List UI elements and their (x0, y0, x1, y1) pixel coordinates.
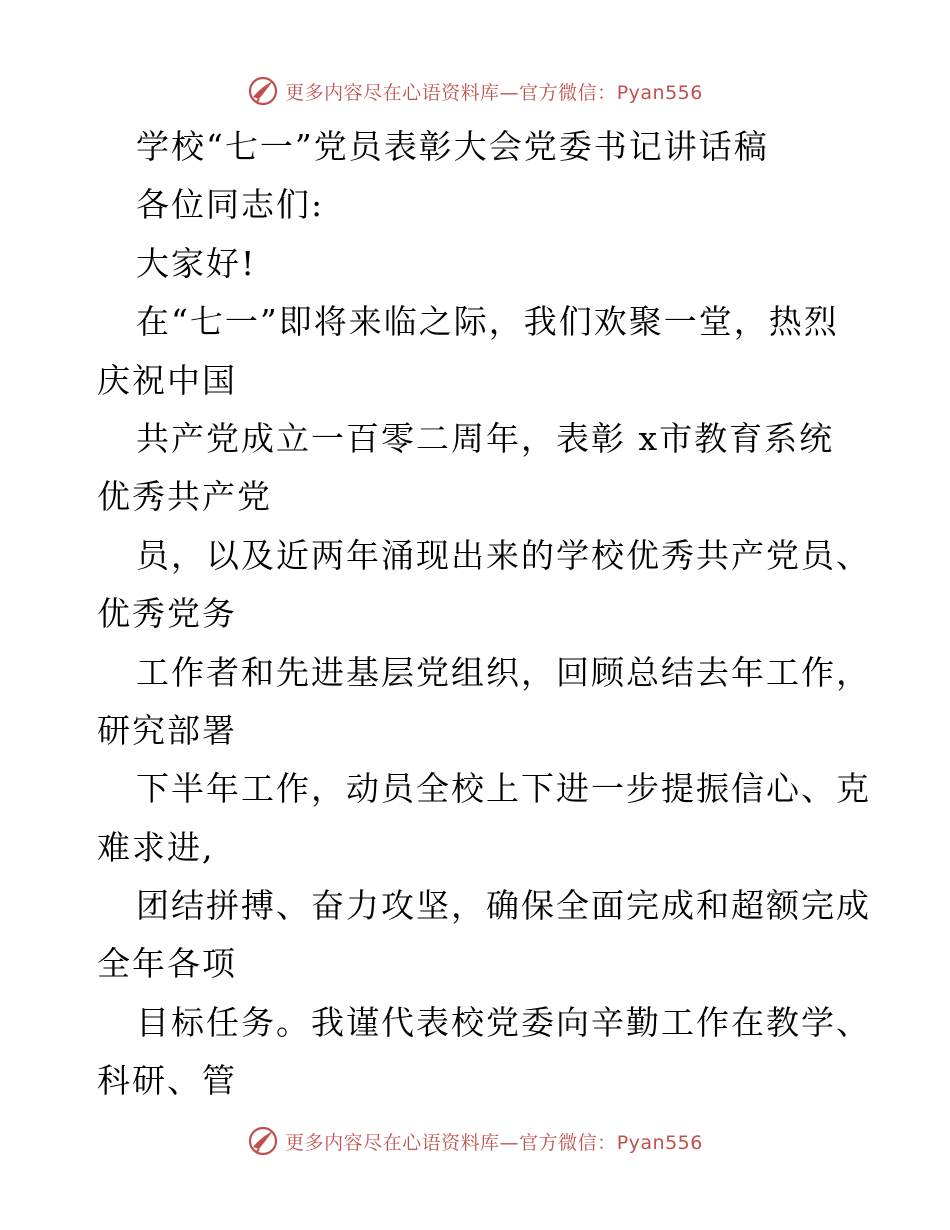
watermark-text (285, 78, 703, 105)
text-line: 在“七一”即将来临之际，我们欢聚一堂，热烈 (136, 302, 839, 342)
watermark-wechat-id: Pyan556 (616, 1131, 703, 1154)
watermark-main: 更多内容尽在心语资料库 (285, 81, 500, 104)
header-watermark (0, 71, 950, 111)
watermark-separator: — (499, 1131, 520, 1154)
watermark-sub: 官方微信： (519, 81, 617, 104)
pen-logo-icon (247, 75, 279, 107)
text-line: 员，以及近两年涌现出来的学校优秀共产党员、 (136, 535, 871, 575)
text-line: 团结拼搏、奋力攻坚，确保全面完成和超额完成 (136, 886, 871, 926)
text-line: 工作者和先进基层党组织，回顾总结去年工作， (136, 652, 871, 692)
text-line: 下半年工作，动员全校上下进一步提振信心、克 (136, 769, 871, 809)
text-line: 研究部署 (97, 710, 237, 750)
document-title: 学校“七一”党员表彰大会党委书记讲话稿 (136, 127, 769, 166)
text-line: 优秀党务 (97, 594, 237, 634)
watermark-sub: 官方微信： (519, 1131, 617, 1154)
text-line: 大家好! (136, 243, 257, 283)
watermark-separator: — (499, 81, 520, 104)
text-line: 全年各项 (97, 944, 237, 984)
text-line: 共产党成立一百零二周年，表彰 x市教育系统 (136, 418, 835, 458)
watermark-text (285, 1128, 703, 1155)
text-line: 科研、管 (97, 1061, 237, 1101)
document-body (97, 118, 871, 1111)
text-line: 庆祝中国 (97, 360, 237, 400)
text-line: 难求进, (97, 827, 215, 867)
text-line: 各位同志们: (136, 185, 325, 225)
pen-logo-icon (247, 1125, 279, 1157)
watermark-wechat-id: Pyan556 (616, 81, 703, 104)
text-line: 优秀共产党 (97, 477, 272, 517)
text-line: 目标任务。我谨代表校党委向辛勤工作在教学、 (136, 1002, 871, 1042)
watermark-main: 更多内容尽在心语资料库 (285, 1131, 500, 1154)
footer-watermark (0, 1121, 950, 1161)
